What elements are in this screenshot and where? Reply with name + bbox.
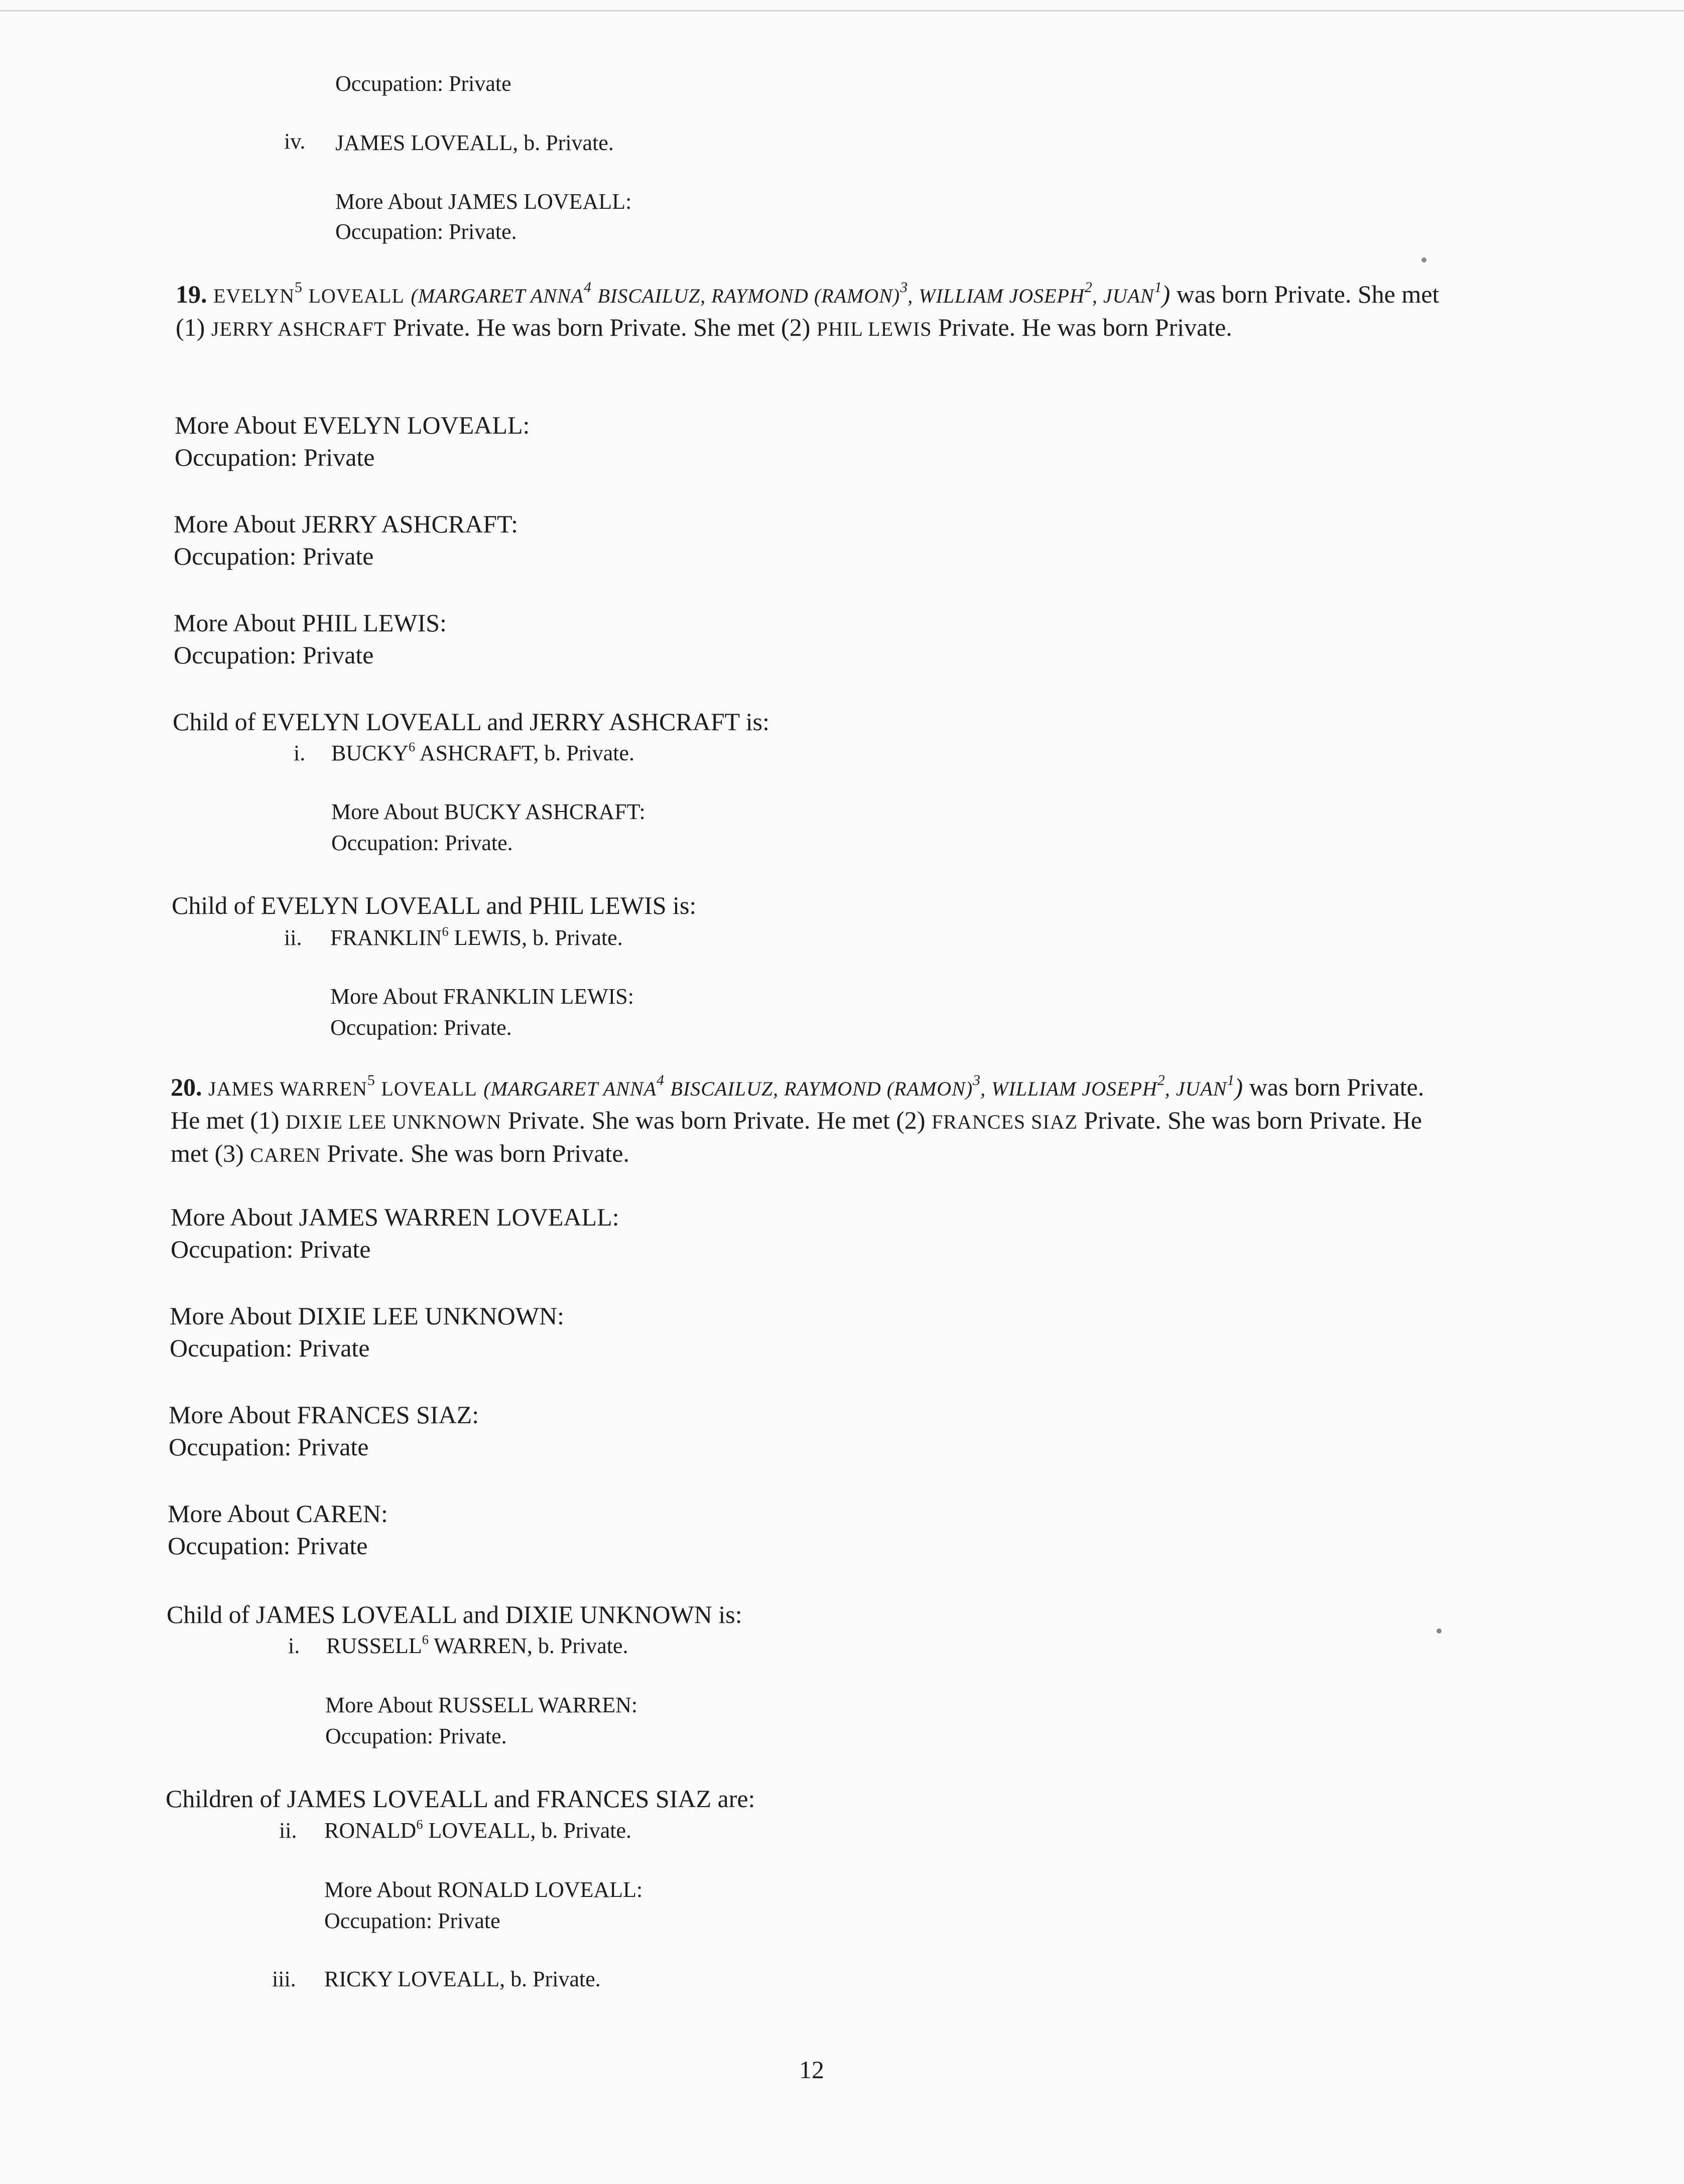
more-about-label: More About BUCKY ASHCRAFT: — [331, 799, 645, 824]
children-heading: Child of EVELYN LOVEALL and PHIL LEWIS is: — [172, 891, 697, 919]
more-about-label: More About EVELYN LOVEALL: — [175, 411, 530, 439]
more-about-block — [174, 508, 518, 572]
child-number: ii. — [279, 1818, 297, 1843]
more-about-label: More About PHIL LEWIS: — [174, 609, 447, 637]
occupation-line: Occupation: Private — [174, 641, 374, 669]
child-entry: BUCKY$^6$ ASHCRAFT, b. Private. — [331, 739, 635, 765]
child-number: ii. — [284, 925, 302, 950]
person-name: JAMES WARREN — [208, 1077, 367, 1100]
ancestry-chain: (MARGARET ANNA$^4$ BISCAILUZ, RAYMOND (RAMON)$^3$, WILLIAM JOSEPH$^2$, JUAN$^1$) — [483, 1072, 1243, 1101]
child-entry: FRANKLIN$^6$ LEWIS, b. Private. — [330, 923, 623, 950]
scan-speck — [1421, 257, 1427, 262]
entry-19-paragraph: 19. EVELYN$^5$ LOVEALL (MARGARET ANNA$^4$ BISCAILUZ, RAYMOND (RAMON)$^3$, WILLIAM JOSEPH$^2$, JUAN$^1$) was born Private. She met (1) JERRY ASHCRAFT Private. He was born Private. She met (2) PHIL LEWIS Private. He was born Private. — [176, 279, 1440, 341]
occupation-line: Occupation: Private. — [335, 219, 517, 244]
occupation-line: Occupation: Private — [169, 1433, 369, 1461]
entry-20-paragraph: 20. JAMES WARREN$^5$ LOVEALL (MARGARET ANNA$^4$ BISCAILUZ, RAYMOND (RAMON)$^3$, WILLIAM JOSEPH$^2$, JUAN$^1$) was born Private. He met (1) DIXIE LEE UNKNOWN Private. She was born Private. He met (2) FRANCES SIAZ Private. She was born Private. He met (3) CAREN Private. She was born Private. — [171, 1072, 1424, 1167]
occupation-line: Occupation: Private. — [325, 1724, 507, 1748]
more-about-block — [335, 187, 631, 247]
spouse-name: FRANCES SIAZ — [932, 1111, 1078, 1133]
occupation-line: Occupation: Private — [174, 542, 374, 570]
child-name: RONALD — [324, 1818, 417, 1843]
generation-number: 5 — [294, 279, 302, 296]
person-name: EVELYN — [213, 285, 295, 307]
more-about-label: More About JAMES WARREN LOVEALL: — [171, 1203, 619, 1231]
child-number: iv. — [284, 129, 306, 154]
more-about-label: More About FRANCES SIAZ: — [169, 1401, 479, 1429]
child-number: iii. — [272, 1967, 296, 1991]
child-name: BUCKY — [331, 741, 409, 765]
occupation-line: Occupation: Private — [324, 1908, 500, 1933]
children-heading: Child of EVELYN LOVEALL and JERRY ASHCRAFT is: — [173, 708, 770, 736]
more-about-label: More About FRANKLIN LEWIS: — [330, 984, 634, 1009]
scan-speck — [1437, 1628, 1442, 1633]
spouse-name: CAREN — [250, 1144, 321, 1166]
child-entry: RONALD$^6$ LOVEALL, b. Private. — [324, 1816, 631, 1843]
child-number: i. — [294, 741, 306, 765]
entry-number: 20. — [171, 1073, 202, 1101]
occupation-line: Occupation: Private. — [330, 1015, 512, 1040]
generation-number: 5 — [367, 1072, 375, 1089]
more-about-label: More About JERRY ASHCRAFT: — [174, 510, 519, 538]
child-entry: RUSSELL$^6$ WARREN, b. Private. — [326, 1631, 628, 1658]
more-about-block — [325, 1690, 637, 1752]
occupation-line: Occupation: Private — [168, 1532, 368, 1560]
child-name: RUSSELL — [326, 1633, 422, 1658]
more-about-block — [331, 796, 645, 859]
spouse-name: PHIL LEWIS — [816, 318, 932, 340]
occupation-line: Occupation: Private — [171, 1235, 371, 1263]
more-about-label: More About RUSSELL WARREN: — [325, 1693, 638, 1717]
occupation-line: Occupation: Private. — [331, 831, 513, 855]
more-about-block — [170, 1300, 564, 1364]
child-entry: JAMES LOVEALL, b. Private. — [335, 130, 614, 155]
entry-number: 19. — [176, 280, 207, 308]
child-name: RICKY LOVEALL — [324, 1967, 500, 1991]
occupation-line: Occupation: Private — [170, 1334, 370, 1362]
more-about-label: More About RONALD LOVEALL: — [324, 1877, 643, 1902]
spouse-name: DIXIE LEE UNKNOWN — [286, 1111, 502, 1133]
more-about-label: More About CAREN: — [168, 1499, 388, 1528]
more-about-block — [175, 409, 530, 473]
children-heading: Children of JAMES LOVEALL and FRANCES SIAZ are: — [166, 1785, 755, 1813]
spouse-name: JERRY ASHCRAFT — [211, 318, 387, 340]
child-name: FRANKLIN — [330, 925, 442, 950]
more-about-block — [324, 1874, 642, 1937]
occupation-line: Occupation: Private — [175, 443, 375, 471]
child-entry: RICKY LOVEALL, b. Private. — [324, 1967, 601, 1991]
more-about-block — [169, 1399, 479, 1463]
child-number: i. — [288, 1633, 300, 1658]
more-about-label: More About JAMES LOVEALL: — [335, 189, 632, 214]
more-about-block — [174, 607, 447, 671]
more-about-block — [330, 981, 634, 1043]
occupation-line: Occupation: Private — [335, 71, 511, 96]
ancestry-chain: (MARGARET ANNA$^4$ BISCAILUZ, RAYMOND (RAMON)$^3$, WILLIAM JOSEPH$^2$, JUAN$^1$) — [411, 279, 1171, 308]
scan-edge-line — [0, 10, 1684, 12]
page-number: 12 — [799, 2056, 824, 2084]
more-about-label: More About DIXIE LEE UNKNOWN: — [170, 1302, 564, 1330]
more-about-block — [171, 1201, 619, 1265]
child-name: JAMES LOVEALL — [335, 130, 513, 155]
children-heading: Child of JAMES LOVEALL and DIXIE UNKNOWN is: — [167, 1600, 742, 1628]
more-about-block — [168, 1497, 388, 1562]
